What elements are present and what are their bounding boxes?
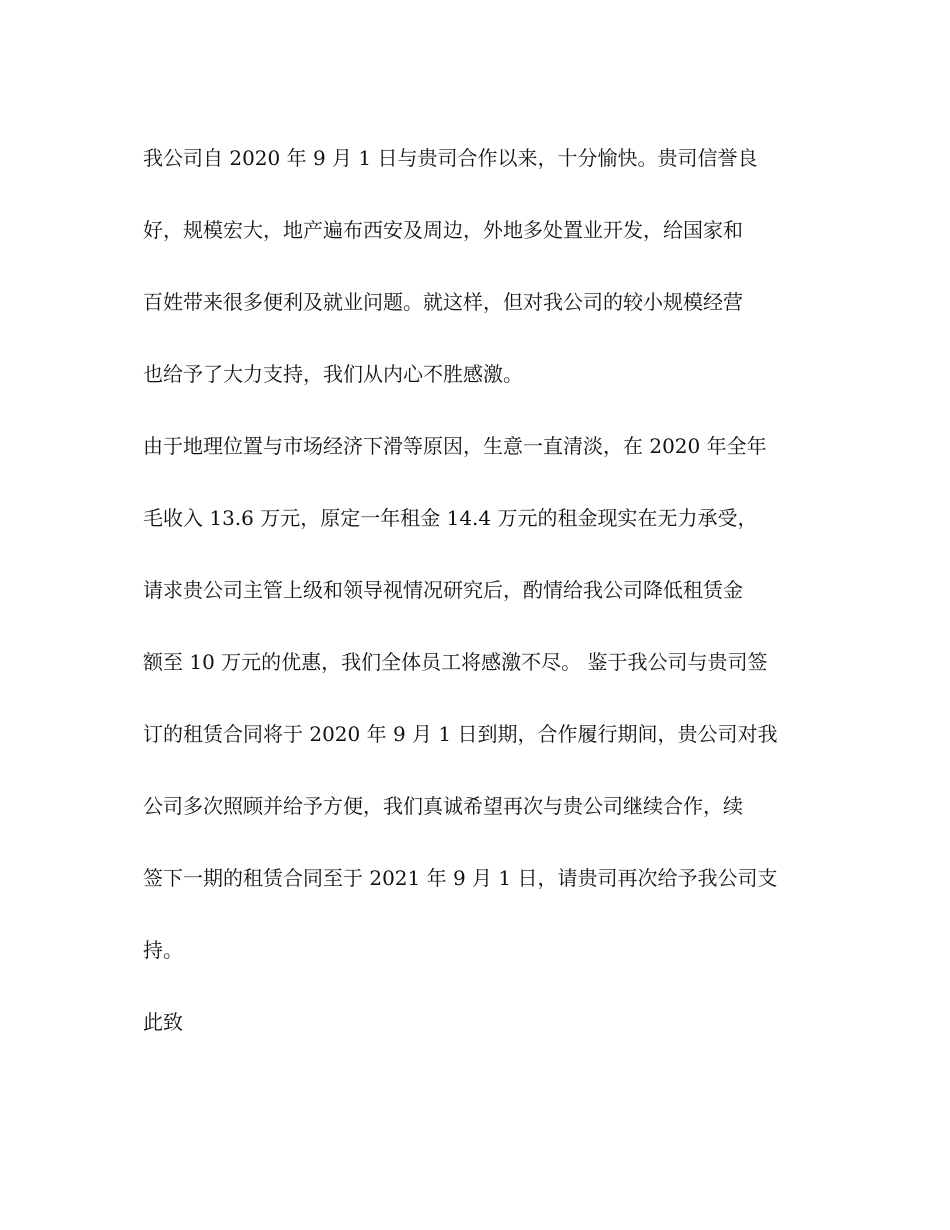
text-line-1: 我公司自 2020 年 9 月 1 日与贵司合作以来，十分愉快。贵司信誉良 [143, 146, 758, 170]
text-line-11: 签下一期的租赁合同至于 2021 年 9 月 1 日，请贵司再次给予我公司支 [143, 866, 778, 890]
text-line-4: 也给予了大力支持，我们从内心不胜感激。 [143, 362, 523, 386]
text-line-7: 请求贵公司主管上级和领导视情况研究后，酌情给我公司降低租赁金 [143, 578, 743, 602]
text-line-12: 持。 [143, 938, 183, 962]
closing-line: 此致 [143, 1010, 183, 1034]
text-line-9: 订的租赁合同将于 2020 年 9 月 1 日到期，合作履行期间，贵公司对我 [143, 722, 778, 746]
text-line-8: 额至 10 万元的优惠，我们全体员工将感激不尽。 鉴于我公司与贵司签 [143, 650, 768, 674]
text-line-3: 百姓带来很多便利及就业问题。就这样，但对我公司的较小规模经营 [143, 290, 743, 314]
text-line-6: 毛收入 13.6 万元，原定一年租金 14.4 万元的租金现实在无力承受， [143, 506, 758, 530]
text-line-2: 好，规模宏大，地产遍布西安及周边，外地多处置业开发，给国家和 [143, 218, 743, 242]
text-line-10: 公司多次照顾并给予方便，我们真诚希望再次与贵公司继续合作，续 [143, 794, 743, 818]
text-line-5: 由于地理位置与市场经济下滑等原因，生意一直清淡，在 2020 年全年 [143, 434, 767, 458]
